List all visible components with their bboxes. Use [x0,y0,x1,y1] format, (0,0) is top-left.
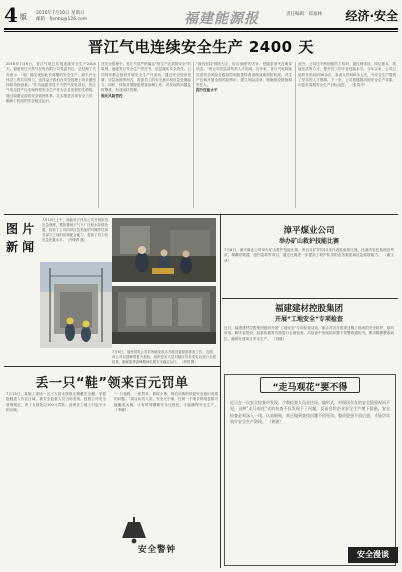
bottom-article-text-2: “一只拖鞋，一张罚单，看似小事，背后反映的却是安全意识淡薄的问题。”项目负责人说。安全无小事，任何一个细节的疏忽都可能酿成大祸，只有时刻绷紧安全这根弦，才能确保安全生产。 [114,392,218,407]
main-article-byline: （张春平） [349,83,368,88]
article-3-byline: （刘健） [271,336,287,341]
editorial-text: 近日在一次安全检查中发现，少数检查人员走过场、搞形式，对现场存在的安全隐患视而不见，这种“走马观花”式的检查不仅发现不了问题，反而会给企业安全生产埋下隐患。安全检查必须深入一线、认真细致，真正做到查找问题不留死角、整改隐患不留后患，才能切实筑牢安全生产防线。 [230,400,390,425]
masthead-divider [4,28,398,30]
paper-name: 福建能源报 [184,11,259,27]
bottom-article-headline: 丢一只“鞋”领来百元罚单 [35,376,189,391]
section-divider [4,366,220,367]
article-2-body [224,248,394,296]
contact-email: 邮箱：fjxnbs@126.com [36,17,88,22]
main-article-text-4: 此外，公司还不断加强员工培训，通过师带徒、岗位练兵、技能比武等方式，提升员工的专业技能水平。今年以来，公司已组织各类培训30余次，参训人员600余人次，为安全生产提供了坚实的人才保障。下一步，公司将继续巩固安全生产成果，向更长周期安全生产目标迈进。 [298,62,396,88]
photo-caption-2 [112,350,216,370]
main-article-col-3 [196,62,292,212]
main-article-col-4 [298,62,396,212]
main-article-text-1: 2016年7月6日，晋江气电已实现连续安全生产2400天。福建晋江天然气发电有限公司党委书记、总经理丁天亮表示：“电厂能实现如此长周期的安全生产，离不开全体员工的共同努力，也得益于我们在安全管理上的长期坚持和持续创新。”作为福建省首个天然气发电项目，晋江气电自投产以来始终将安全生产作为企业发展的生命线，通过构建完善的安全管理体系，扎实推进各项安全工作，确保了机组的安全稳定运行。 [6,62,96,104]
photo-news-label [6,220,36,260]
editorial-byline: （黄建） [267,419,284,425]
main-article-col-2 [101,62,191,212]
column-logo: 安全漫谈 [348,547,398,563]
issue-date: 2016年7月10日 星期日 [36,11,85,16]
masthead-divider-thin [4,31,398,32]
article-2-byline: （谢文华） [224,253,394,263]
column-divider [98,62,99,208]
article-3-subhead: 开展“工地安全”专项检查 [275,316,343,323]
main-article-col-1 [6,62,96,212]
photo-caption-1 [42,218,108,260]
editor-credit: 责任编辑：郑福林 [286,12,322,17]
main-headline: 晋江气电连续安全生产 2400 天 [88,38,314,56]
section-divider [222,298,398,299]
vertical-divider [220,214,221,568]
safety-bell-label: 安全警钟 [138,545,177,555]
safety-bell-graphic [120,516,220,566]
photo-caption-1-text: 7月10日上午，福能晋江热电公司开展防汛应急演练，模拟暴雨天气下厂区积水险情处置，检验了公司防汛应急预案的可操作性和各部门之间的协调配合能力，提高了员工的应急处置水平。（许晓莉 摄） [42,218,108,242]
photo-news-label-bottom: 新 闻 [6,240,35,254]
column-divider [193,62,194,208]
photo-substation [40,262,112,348]
article-3-text: 近日，福建建材控股集团组织开展“工地安全”专项检查活动，重点对各在建项目施工现场的安全防护、临时用电、脚手架搭设、起重机械等方面进行全面检查，对检查中发现的问题下发整改通知书，要求限期整改到位，确保在建项目安全生产。 [224,326,394,341]
bottom-article-col-2 [114,392,218,512]
photo-drill-scene [112,218,216,282]
section-name: 经济·安全 [345,9,398,23]
article-2-subhead: 举办矿山救护技能比赛 [278,238,339,245]
main-article-text-2: 在安全管理中，晋江气电严格落实“管生产必须管安全”的原则，逐级签订安全生产责任书，层层落实安全责任。公司每年都会组织开展安全生产月活动，通过安全知识竞赛、应急演练等形式，提高员工的安全意识和应急处置能力。同时，持续开展隐患排查治理工作，对发现的问题及时整改，形成闭环管理。 [101,62,191,93]
column-divider [295,62,296,208]
article-3-headline: 福建建材控股集团 [274,304,343,314]
editorial-title: “走马观花”要不得 [272,383,348,393]
page-number: 4 [4,3,18,27]
page-number-suffix: 版 [20,13,27,21]
article-2-text: 7月8日，漳平煤业公司举办矿山救护技能比赛，来自各矿井的12支代表队参加比赛。比赛内容包括理论考试、佩戴呼吸器、创伤急救等项目，通过比赛进一步提高了救护队员的业务素质和应急救援能力。 [224,248,394,258]
main-article-subhead-2: 提升技能水平 [196,88,218,93]
section-divider [4,214,398,215]
bottom-article-text-1: 7月15日，某施工现场一名工人因未按规定佩戴安全帽、穿着拖鞋进入作业区域，被安全监督人员当场发现。按照公司安全管理规定，该工人被处以100元罚款。此事在工地上引起不小的反响。 [6,392,106,412]
photo-news-label-top: 图 片 [6,222,35,236]
photo-inspection [112,286,216,344]
masthead [4,3,398,29]
editorial-body [230,400,390,560]
photo-caption-2-text: 7月6日，福州供电公司对所辖变电站开展设备隐患排查工作。近期，该公司以迎峰度夏为契机，组织技术人员对辖区内各变电站进行全面检查，确保夏季高峰期间电网安全稳定运行。（李锐 摄） [112,350,216,364]
bottom-article-byline: （李晓） [114,407,129,412]
article-2-headline: 漳平煤业公司 [283,226,335,236]
main-article-text-3: “我们坚持‘预防为主、综合治理’的方针，把隐患消灭在萌芽状态。”该公司安监部负责人介绍说。近年来，晋江气电持续完善安全风险分级管控和隐患排查治理双重预防机制，对生产区域开展全面风险辨识，建立风险清单，明确管控措施和责任人。 [196,62,292,88]
article-3-body [224,326,394,370]
main-article-subhead-1: 强化风险管控 [101,93,123,98]
bottom-article-col-1 [6,392,106,562]
